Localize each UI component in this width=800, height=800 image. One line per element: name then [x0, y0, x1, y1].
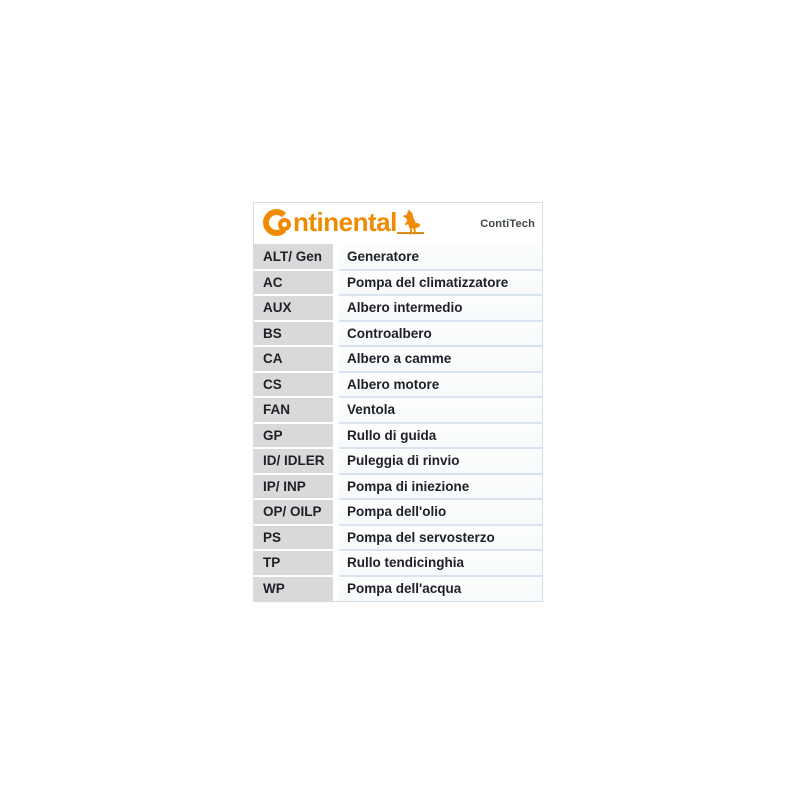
abbreviation-legend-table	[254, 244, 542, 601]
table-row	[254, 550, 542, 576]
abbreviation-cell: AC	[254, 270, 333, 296]
abbreviation-cell: OP/ OILP	[254, 499, 333, 525]
table-row	[254, 270, 542, 296]
abbreviation-legend-card	[253, 202, 543, 602]
description-cell: Pompa del climatizzatore	[339, 270, 542, 296]
continental-c-ring-icon	[263, 209, 290, 236]
table-row	[254, 499, 542, 525]
description-cell: Albero intermedio	[339, 295, 542, 321]
abbreviation-cell: ID/ IDLER	[254, 448, 333, 474]
abbreviation-cell: WP	[254, 576, 333, 602]
abbreviation-cell: IP/ INP	[254, 474, 333, 500]
description-cell: Rullo di guida	[339, 423, 542, 449]
abbreviation-cell: CS	[254, 372, 333, 398]
abbreviation-cell: GP	[254, 423, 333, 449]
table-row	[254, 474, 542, 500]
continental-logo	[263, 206, 424, 237]
table-row	[254, 576, 542, 602]
legend-table-body	[254, 244, 542, 601]
description-cell: Ventola	[339, 397, 542, 423]
abbreviation-cell: AUX	[254, 295, 333, 321]
description-cell: Pompa del servosterzo	[339, 525, 542, 551]
description-cell: Puleggia di rinvio	[339, 448, 542, 474]
table-row	[254, 525, 542, 551]
abbreviation-cell: CA	[254, 346, 333, 372]
description-cell: Controalbero	[339, 321, 542, 347]
abbreviation-cell: TP	[254, 550, 333, 576]
description-cell: Pompa dell'olio	[339, 499, 542, 525]
brand-header	[254, 203, 542, 244]
description-cell: Rullo tendicinghia	[339, 550, 542, 576]
table-row	[254, 423, 542, 449]
contitech-wordmark: ContiTech	[480, 218, 535, 230]
description-cell: Albero a camme	[339, 346, 542, 372]
rearing-horse-icon	[400, 209, 424, 235]
abbreviation-cell: ALT/ Gen	[254, 244, 333, 270]
table-row	[254, 346, 542, 372]
table-row	[254, 295, 542, 321]
table-row	[254, 448, 542, 474]
abbreviation-cell: PS	[254, 525, 333, 551]
continental-o-ring-icon	[278, 218, 291, 231]
table-row	[254, 321, 542, 347]
description-cell: Pompa di iniezione	[339, 474, 542, 500]
description-cell: Pompa dell'acqua	[339, 576, 542, 602]
continental-wordmark: ntinental	[293, 206, 397, 237]
table-row	[254, 244, 542, 270]
abbreviation-cell: FAN	[254, 397, 333, 423]
table-row	[254, 397, 542, 423]
table-row	[254, 372, 542, 398]
abbreviation-cell: BS	[254, 321, 333, 347]
description-cell: Generatore	[339, 244, 542, 270]
description-cell: Albero motore	[339, 372, 542, 398]
